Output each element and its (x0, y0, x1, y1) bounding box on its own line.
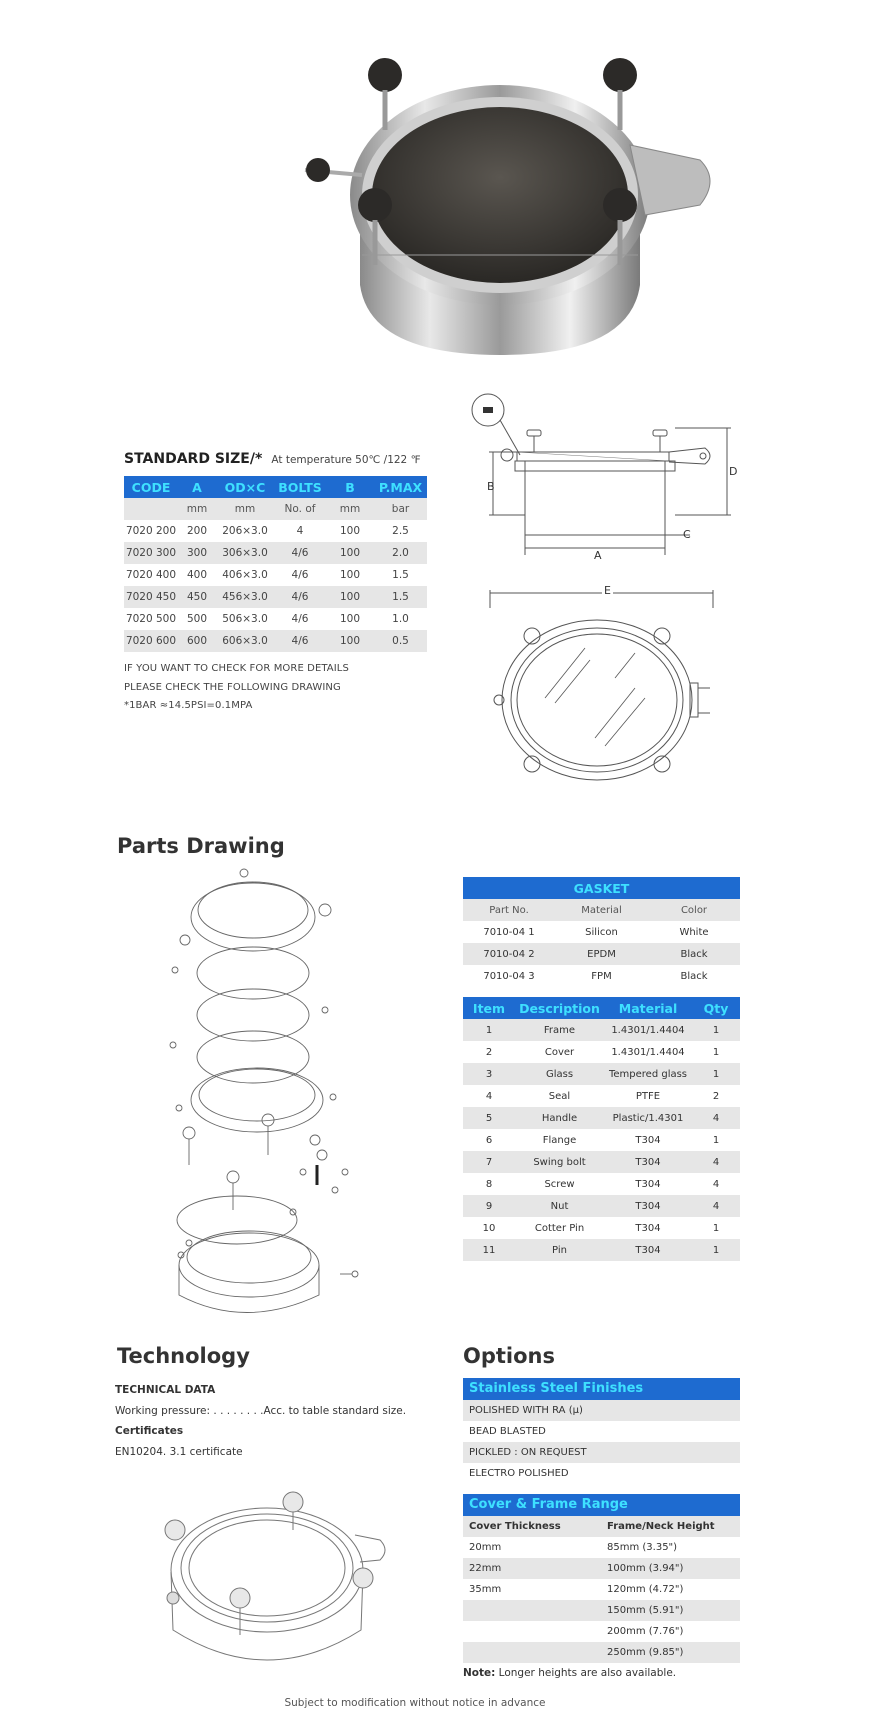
table-row (463, 921, 740, 943)
cell: 22mm (469, 1563, 502, 1574)
gasket-title: GASKET (463, 877, 740, 899)
cell: 4/6 (274, 608, 326, 630)
cell: 2 (692, 1085, 740, 1107)
table-row (463, 1151, 740, 1173)
cell: 150mm (5.91") (607, 1605, 684, 1616)
cell: 7020 200 (124, 520, 178, 542)
unit-b: mm (326, 498, 374, 520)
cell: 600 (178, 630, 216, 652)
cell: White (648, 921, 740, 943)
col-b: B (326, 476, 374, 498)
manway-line-drawing (155, 1490, 395, 1675)
cell: 1 (463, 1019, 515, 1041)
col-a: A (178, 476, 216, 498)
table-row (124, 564, 427, 586)
note-text: Longer heights are also available. (495, 1667, 677, 1679)
cell: 7020 600 (124, 630, 178, 652)
cell: Silicon (555, 921, 648, 943)
cell: 11 (463, 1239, 515, 1261)
cell: 7010-04 3 (463, 965, 555, 987)
table-row (463, 1642, 740, 1663)
cell: 7020 400 (124, 564, 178, 586)
footer-disclaimer: Subject to modification without notice in advance (284, 1697, 546, 1709)
dim-d-label: D (729, 465, 738, 478)
cell (463, 1600, 607, 1621)
table-row (124, 542, 427, 564)
cell: Nut (515, 1195, 604, 1217)
cell: 3 (463, 1063, 515, 1085)
table-row (463, 1600, 740, 1621)
cell: 2.0 (374, 542, 427, 564)
cell: Tempered glass (604, 1063, 692, 1085)
cell: T304 (604, 1239, 692, 1261)
cell: 506×3.0 (216, 608, 274, 630)
cell: 1.5 (374, 586, 427, 608)
cell: 8 (463, 1173, 515, 1195)
table-row (463, 1195, 740, 1217)
standard-size-title: STANDARD SIZE/* (124, 451, 263, 467)
cell: 2 (463, 1041, 515, 1063)
table-row (463, 1085, 740, 1107)
finish-option: PICKLED : ON REQUEST (463, 1442, 740, 1463)
dim-a-label: A (594, 549, 602, 562)
standard-note-1: IF YOU WANT TO CHECK FOR MORE DETAILS (124, 663, 349, 674)
cell: 120mm (4.72") (607, 1584, 684, 1595)
cell: T304 (604, 1217, 692, 1239)
manway-product-photo (300, 55, 740, 365)
cell: Pin (515, 1239, 604, 1261)
cell: 200 (178, 520, 216, 542)
cell: 100 (326, 564, 374, 586)
exploded-parts-drawing (165, 865, 370, 1325)
cell: 5 (463, 1107, 515, 1129)
table-row (463, 1129, 740, 1151)
cell: Frame (515, 1019, 604, 1041)
working-pressure-text: Working pressure: . . . . . . . .Acc. to table standard size. (115, 1404, 407, 1417)
cell: 206×3.0 (216, 520, 274, 542)
cell: 1 (692, 1063, 740, 1085)
cell: 100 (326, 542, 374, 564)
unit-a: mm (178, 498, 216, 520)
gasket-col-partno: Part No. (463, 899, 555, 921)
cell: 450 (178, 586, 216, 608)
cell: 250mm (9.85") (607, 1647, 684, 1658)
cell: 406×3.0 (216, 564, 274, 586)
cell: Flange (515, 1129, 604, 1151)
cell: 7020 500 (124, 608, 178, 630)
gasket-col-material: Material (555, 899, 648, 921)
cell: EPDM (555, 943, 648, 965)
gasket-table (463, 877, 740, 987)
table-row (463, 1107, 740, 1129)
table-row (463, 1239, 740, 1261)
cell: PTFE (604, 1085, 692, 1107)
table-row (463, 1173, 740, 1195)
cell: 0.5 (374, 630, 427, 652)
cell: 1.4301/1.4404 (604, 1041, 692, 1063)
cell: 606×3.0 (216, 630, 274, 652)
col-item: Item (463, 997, 515, 1019)
finish-option: POLISHED WITH RA (μ) (463, 1400, 740, 1421)
table-row (463, 943, 740, 965)
table-row (463, 1558, 740, 1579)
note-label: Note: (463, 1667, 496, 1679)
col-qty: Qty (692, 997, 740, 1019)
range-col-cover: Cover Thickness (469, 1521, 561, 1532)
cell: 7010-04 2 (463, 943, 555, 965)
parts-drawing-title: Parts Drawing (117, 834, 285, 858)
cell: 400 (178, 564, 216, 586)
gasket-col-color: Color (648, 899, 740, 921)
cell: 7020 450 (124, 586, 178, 608)
cell: 4 (274, 520, 326, 542)
technical-data-label: TECHNICAL DATA (115, 1384, 216, 1396)
cell: Glass (515, 1063, 604, 1085)
table-row (124, 586, 427, 608)
cell: 4 (692, 1173, 740, 1195)
cell: 1.4301/1.4404 (604, 1019, 692, 1041)
cell: 100 (326, 586, 374, 608)
cell: Plastic/1.4301 (604, 1107, 692, 1129)
table-row (463, 965, 740, 987)
range-header-row (463, 1516, 740, 1537)
cover-frame-header: Cover & Frame Range (463, 1494, 740, 1516)
unit-bolts: No. of (274, 498, 326, 520)
dim-c-label: C (683, 528, 691, 541)
col-material: Material (604, 997, 692, 1019)
cell: 4 (692, 1195, 740, 1217)
certificate-text: EN10204. 3.1 certificate (115, 1445, 243, 1458)
cell: Swing bolt (515, 1151, 604, 1173)
cell: 4/6 (274, 542, 326, 564)
standard-note-3: *1BAR ≈14.5PSI=0.1MPA (124, 700, 253, 711)
table-row (463, 1063, 740, 1085)
cell: Black (648, 965, 740, 987)
col-odc: OD×C (216, 476, 274, 498)
table-row (124, 520, 427, 542)
unit-pmax: bar (374, 498, 427, 520)
cell: 1 (692, 1239, 740, 1261)
col-code: CODE (124, 476, 178, 498)
cell: 6 (463, 1129, 515, 1151)
technology-title: Technology (117, 1344, 250, 1368)
cell: 10 (463, 1217, 515, 1239)
cell: 1 (692, 1019, 740, 1041)
cell (463, 1621, 607, 1642)
cell: 100 (326, 520, 374, 542)
cell: 4 (692, 1107, 740, 1129)
cell: 456×3.0 (216, 586, 274, 608)
cell: 7 (463, 1151, 515, 1173)
cell: 1.5 (374, 564, 427, 586)
certificates-label: Certificates (115, 1425, 184, 1437)
table-row (124, 608, 427, 630)
dim-b-label: B (487, 480, 495, 493)
table-row (463, 1041, 740, 1063)
cell: 4/6 (274, 630, 326, 652)
cell: Cover (515, 1041, 604, 1063)
cell: Seal (515, 1085, 604, 1107)
table-row (124, 630, 427, 652)
cell: 9 (463, 1195, 515, 1217)
cell: 100 (326, 608, 374, 630)
cell: 4 (463, 1085, 515, 1107)
cell: 4/6 (274, 586, 326, 608)
cell: 200mm (7.76") (607, 1626, 684, 1637)
side-view-drawing (465, 390, 745, 565)
cell: 306×3.0 (216, 542, 274, 564)
cell (463, 1642, 607, 1663)
cell: 100mm (3.94") (607, 1563, 684, 1574)
cell: 1.0 (374, 608, 427, 630)
cell: 500 (178, 608, 216, 630)
unit-odc: mm (216, 498, 274, 520)
table-row (463, 1217, 740, 1239)
table-row (463, 1019, 740, 1041)
cell: Black (648, 943, 740, 965)
cell: 100 (326, 630, 374, 652)
table-row (463, 1621, 740, 1642)
cell: T304 (604, 1129, 692, 1151)
range-col-frame: Frame/Neck Height (607, 1521, 715, 1532)
cell: 7010-04 1 (463, 921, 555, 943)
range-note (463, 1667, 676, 1679)
finish-option: BEAD BLASTED (469, 1426, 546, 1437)
table-row (463, 1537, 740, 1558)
cell: 85mm (3.35") (607, 1542, 678, 1553)
col-description: Description (515, 997, 604, 1019)
cell: 1 (692, 1217, 740, 1239)
cell: 20mm (469, 1542, 502, 1553)
cell: 7020 300 (124, 542, 178, 564)
cell: T304 (604, 1173, 692, 1195)
parts-list-table (463, 997, 740, 1261)
finishes-header: Stainless Steel Finishes (463, 1378, 740, 1400)
cell: 2.5 (374, 520, 427, 542)
finish-option: ELECTRO POLISHED (469, 1468, 569, 1479)
cell: 1 (692, 1041, 740, 1063)
cell: 35mm (469, 1584, 502, 1595)
cell: 300 (178, 542, 216, 564)
cell: Screw (515, 1173, 604, 1195)
cell: T304 (604, 1151, 692, 1173)
dim-e-label: E (604, 584, 611, 597)
table-row (463, 1579, 740, 1600)
standard-size-table (124, 476, 427, 652)
cell: Cotter Pin (515, 1217, 604, 1239)
col-bolts: BOLTS (274, 476, 326, 498)
cell: 4/6 (274, 564, 326, 586)
top-view-drawing (485, 588, 725, 788)
cell: T304 (604, 1195, 692, 1217)
cell: 4 (692, 1151, 740, 1173)
options-title: Options (463, 1344, 555, 1368)
standard-note-2: PLEASE CHECK THE FOLLOWING DRAWING (124, 681, 341, 693)
cell: Handle (515, 1107, 604, 1129)
standard-size-subtitle: At temperature 50℃ /122 ℉ (271, 454, 421, 466)
unit-code (124, 498, 178, 520)
cell: 1 (692, 1129, 740, 1151)
cell: FPM (555, 965, 648, 987)
col-pmax: P.MAX (374, 476, 427, 498)
